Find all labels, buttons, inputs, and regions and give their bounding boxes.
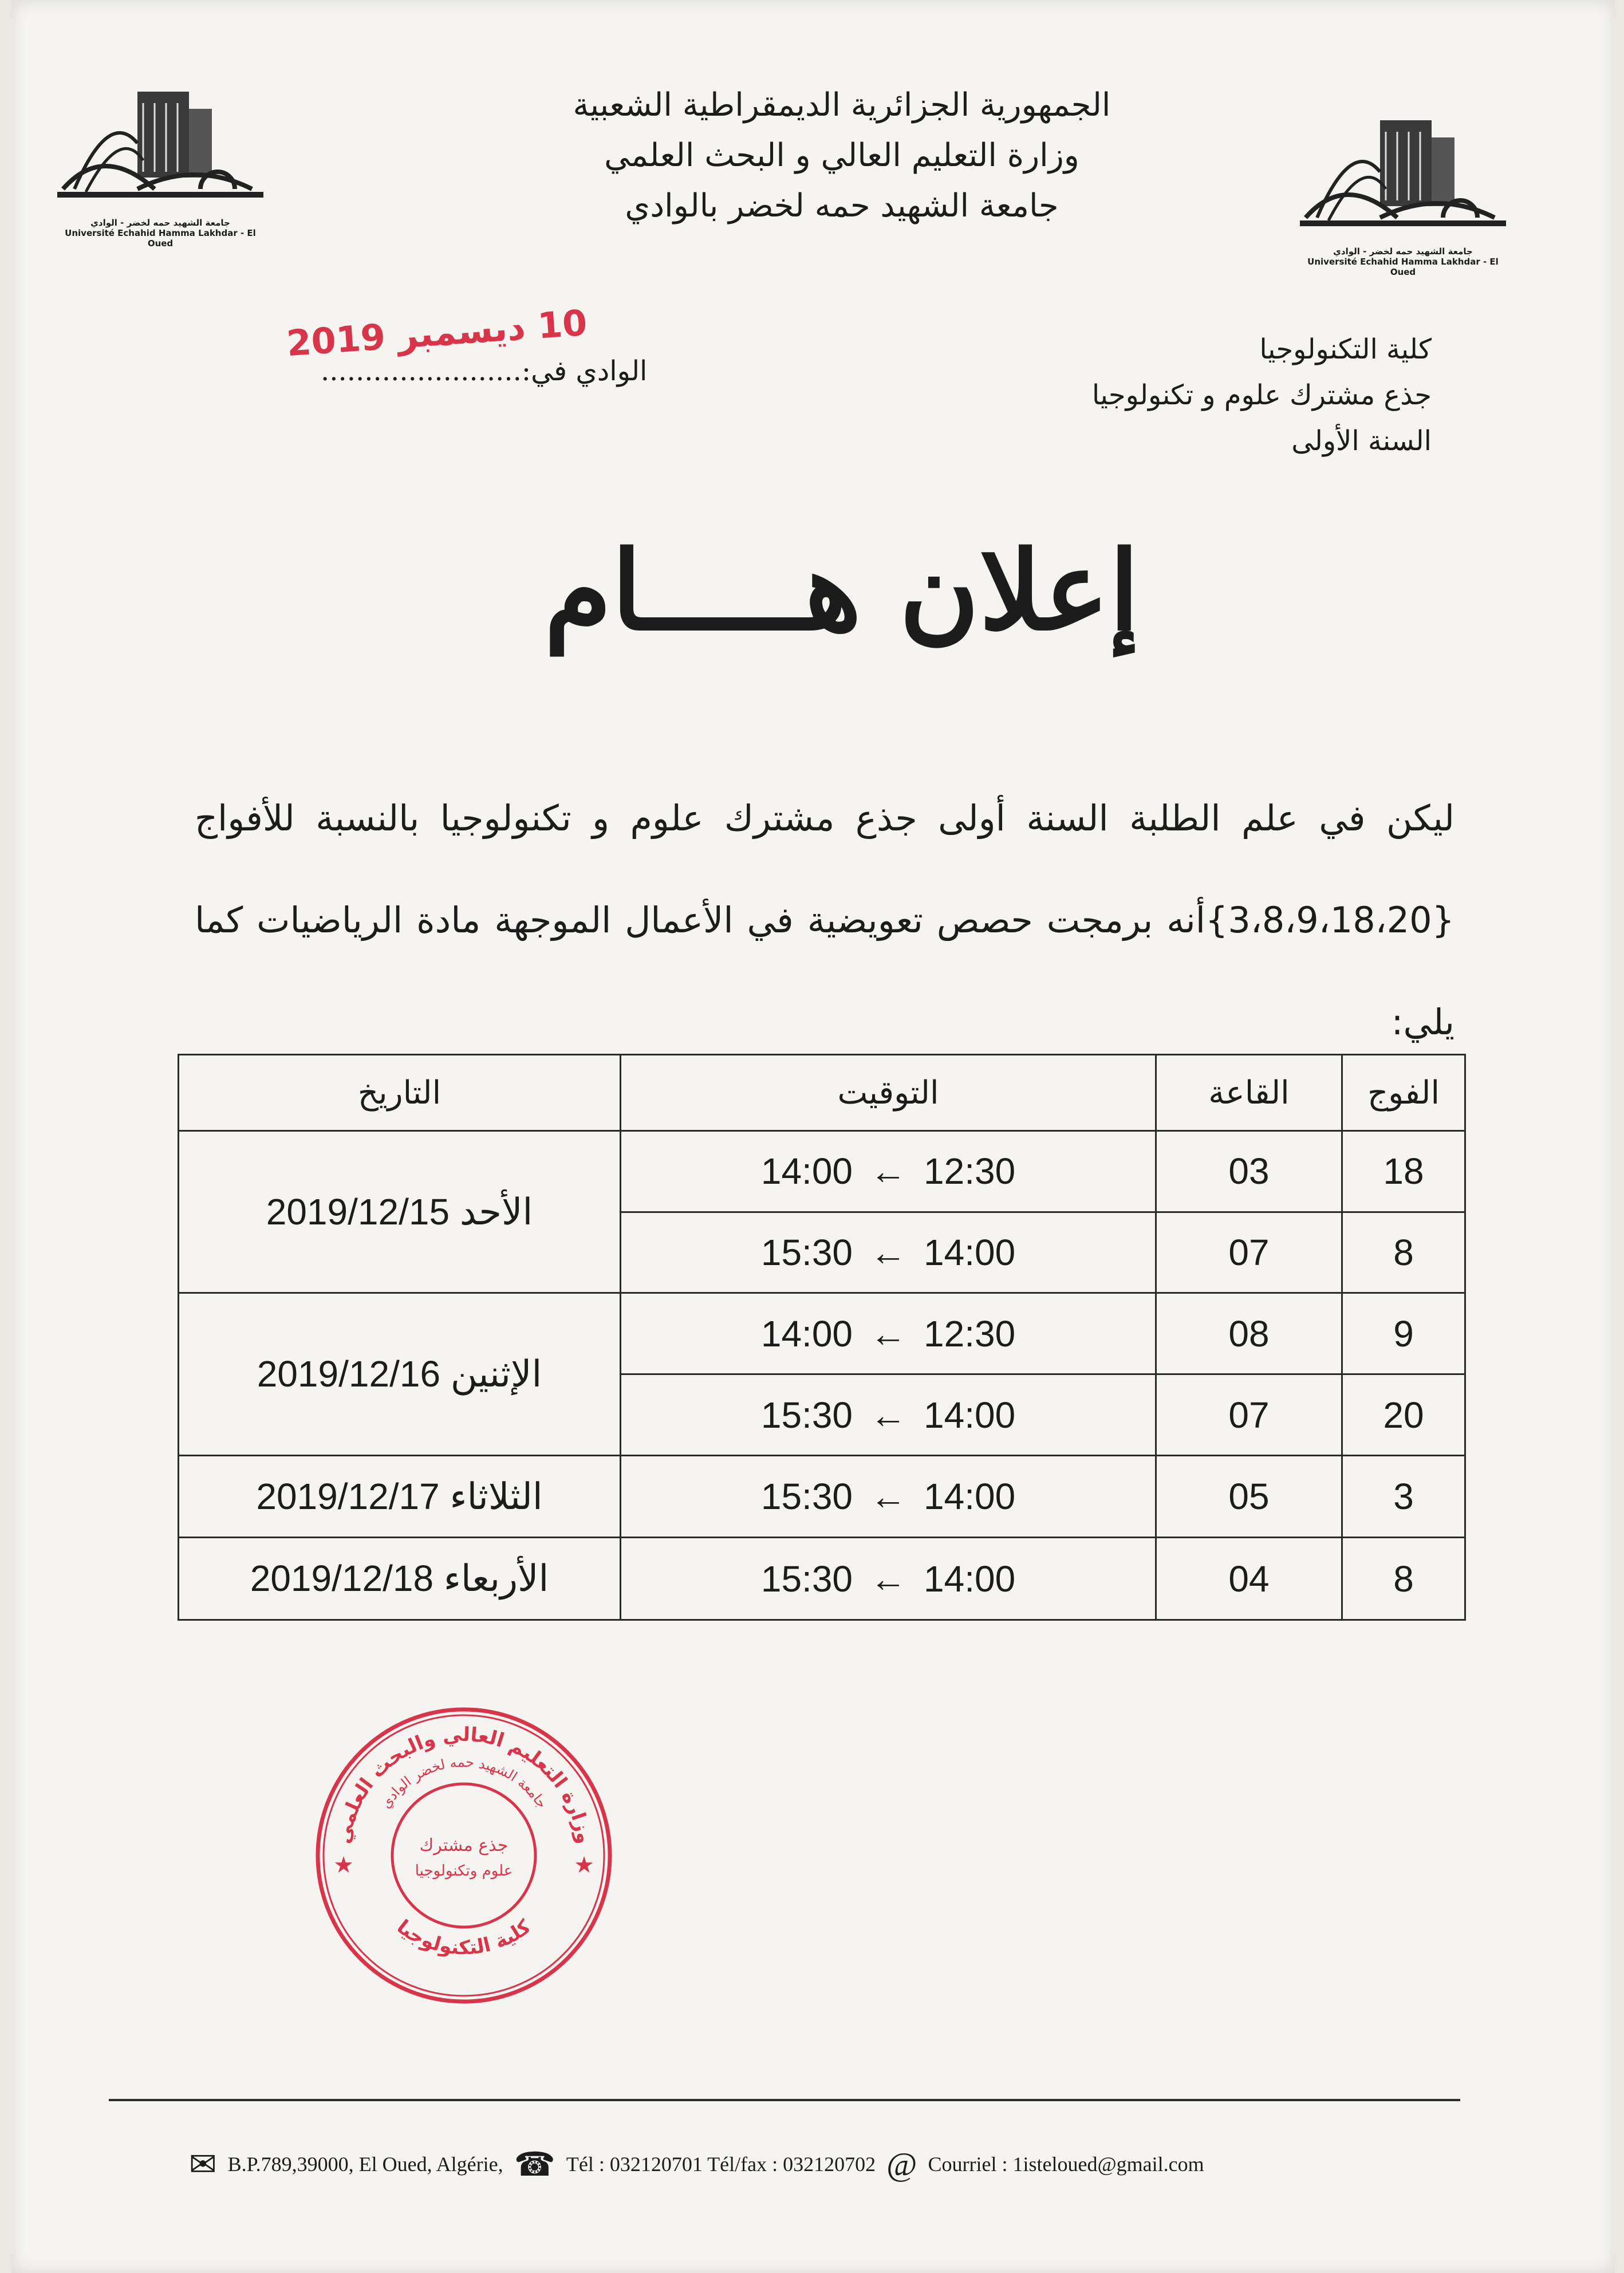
at-sign-icon: @ (886, 2145, 917, 2183)
arrow-icon: ← (870, 1151, 906, 1192)
arrow-icon: ← (870, 1476, 906, 1518)
seal-inner-line2: علوم وتكنولوجيا (415, 1862, 513, 1880)
time-end: 14:00 (760, 1313, 853, 1354)
cell-time (621, 1538, 1156, 1620)
announcement-paragraph: ليكن في علم الطلبة السنة أولى جذع مشترك علوم و تكنولوجيا بالنسبة للأفواج {3،8،9،18،20}أنه برمجت حصص تعويضية في الأعمال الموجهة مادة الرياضيات كما يلي: (195, 797, 1454, 1043)
time-start: 14:00 (924, 1476, 1016, 1518)
telephone-icon: ☎ (514, 2146, 555, 2183)
university-logo-icon (1294, 103, 1512, 246)
footer-email: Courriel : 1isteloued@gmail.com (928, 2153, 1204, 2176)
seal-bottom-text: كلية التكنولوجيا (392, 1915, 535, 1960)
university-name: جامعة الشهيد حمه لخضر بالوادي (625, 187, 1059, 224)
seal-inner-line1: جذع مشترك (419, 1835, 509, 1856)
cell-time (621, 1293, 1156, 1374)
header-time: التوقيت (621, 1055, 1156, 1131)
schedule-table (178, 1054, 1466, 1621)
envelope-icon: ✉ (189, 2146, 217, 2183)
university-logo-left (52, 74, 269, 249)
announcement-title: إعلان هـــــام (544, 527, 1140, 655)
cell-group: 8 (1342, 1212, 1465, 1293)
cell-group: 8 (1342, 1538, 1465, 1620)
cell-date (179, 1538, 621, 1620)
cell-group: 20 (1342, 1374, 1465, 1456)
star-icon: ★ (574, 1852, 594, 1878)
date-stamp: 10 ديسمبر 2019 (285, 301, 589, 365)
header-date: التاريخ (179, 1055, 621, 1131)
footer-address: B.P.789,39000, El Oued, Algérie, (227, 2153, 503, 2176)
cell-group: 9 (1342, 1293, 1465, 1374)
logo-caption-fr: Université Echahid Hamma Lakhdar - El Oued (65, 228, 256, 249)
time-end: 15:30 (760, 1558, 853, 1600)
time-start: 12:30 (924, 1151, 1016, 1192)
svg-text:كلية التكنولوجيا (392, 1915, 535, 1959)
cell-room: 07 (1156, 1374, 1342, 1456)
time-end: 15:30 (760, 1394, 853, 1436)
header-room: القاعة (1156, 1055, 1342, 1131)
cell-date (179, 1293, 621, 1455)
seal-outer-text: وزارة التعليم العالي والبحث العلمي (332, 1723, 596, 1846)
cell-room: 05 (1156, 1455, 1342, 1538)
government-header (412, 80, 1271, 231)
official-seal (309, 1701, 618, 2010)
cell-date (179, 1455, 621, 1538)
day-name: الأحد (459, 1191, 533, 1232)
arrow-icon: ← (870, 1558, 906, 1600)
footer-contact (183, 2145, 1500, 2184)
day-name: الثلاثاء (450, 1475, 543, 1517)
cell-group: 18 (1342, 1131, 1465, 1212)
time-start: 14:00 (924, 1394, 1016, 1436)
republic-name: الجمهورية الجزائرية الديمقراطية الشعبية (573, 86, 1111, 124)
time-start: 14:00 (924, 1232, 1016, 1274)
time-end: 15:30 (760, 1476, 853, 1518)
arrow-icon: ← (870, 1313, 906, 1354)
table-row (179, 1293, 1465, 1374)
date-value: 2019/12/17 (256, 1475, 440, 1517)
cell-time (621, 1455, 1156, 1538)
logo-caption-fr: Université Echahid Hamma Lakhdar - El Oued (1307, 257, 1499, 277)
logo-caption-ar: جامعة الشهيد حمه لخضر - الوادي (90, 218, 230, 228)
arrow-icon: ← (870, 1232, 906, 1274)
table-row (179, 1538, 1465, 1620)
time-start: 12:30 (924, 1313, 1016, 1354)
university-logo-right (1294, 103, 1512, 277)
cell-room: 03 (1156, 1131, 1342, 1212)
time-end: 15:30 (760, 1232, 853, 1274)
cell-group: 3 (1342, 1455, 1465, 1538)
cell-room: 07 (1156, 1212, 1342, 1293)
day-name: الإثنين (450, 1353, 542, 1395)
cell-time (621, 1212, 1156, 1293)
cell-time (621, 1374, 1156, 1456)
date-value: 2019/12/18 (250, 1558, 434, 1600)
day-name: الأربعاء (443, 1558, 549, 1600)
seal-icon (309, 1701, 618, 2010)
place-date-label: الوادي في:....................... (321, 355, 648, 387)
table-header-row (179, 1055, 1465, 1131)
arrow-icon: ← (870, 1394, 906, 1436)
footer-telephone: Tél : 032120701 Tél/fax : 032120702 (566, 2153, 876, 2176)
university-logo-icon (52, 74, 269, 218)
program-name: جذع مشترك علوم و تكنولوجيا (1091, 379, 1432, 411)
seal-middle-text: جامعة الشهيد حمه لخضر الوادي (377, 1754, 550, 1811)
faculty-block (1092, 326, 1432, 464)
logo-caption-ar: جامعة الشهيد حمه لخضر - الوادي (1333, 246, 1473, 257)
time-start: 14:00 (924, 1558, 1016, 1600)
table-row (179, 1455, 1465, 1538)
year-level: السنة الأولى (1291, 425, 1432, 457)
date-value: 2019/12/16 (257, 1353, 441, 1395)
faculty-name: كلية التكنولوجيا (1259, 333, 1432, 365)
footer-divider (109, 2099, 1460, 2101)
ministry-name: وزارة التعليم العالي و البحث العلمي (604, 137, 1079, 174)
document-page (11, 0, 1615, 2273)
cell-date (179, 1131, 621, 1293)
header-group: الفوج (1342, 1055, 1465, 1131)
cell-room: 04 (1156, 1538, 1342, 1620)
cell-room: 08 (1156, 1293, 1342, 1374)
time-end: 14:00 (760, 1151, 853, 1192)
table-row (179, 1131, 1465, 1212)
star-icon: ★ (333, 1852, 354, 1878)
date-value: 2019/12/15 (266, 1191, 450, 1232)
cell-time (621, 1131, 1156, 1212)
